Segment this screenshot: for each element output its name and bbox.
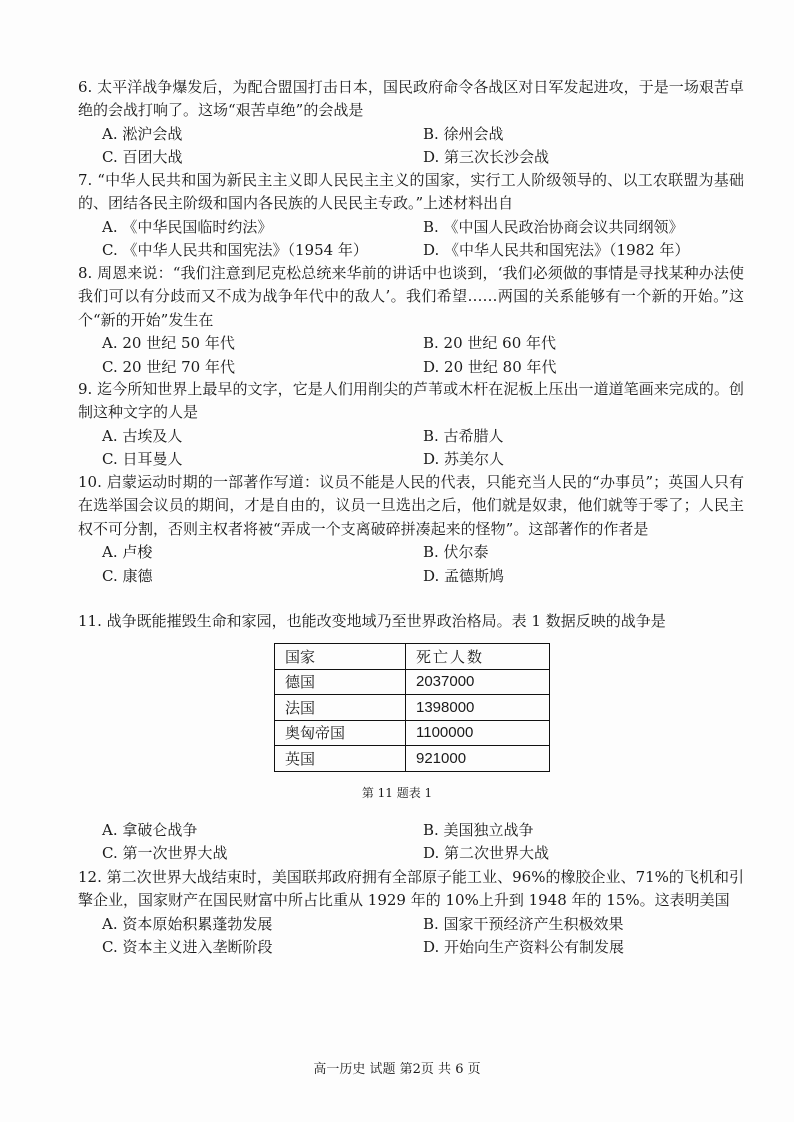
option-d: D. 20 世纪 80 年代 <box>423 357 557 376</box>
question-stem: 7. “中华人民共和国为新民主主义即人民民主主义的国家，实行工人阶级领导的、以工农联盟为基础的、团结各民主阶级和国内各民族的人民民主专政。”上述材料出自 <box>78 171 744 213</box>
option-a: A. 《中华民国临时约法》 <box>102 217 273 236</box>
option-b: B. 《中国人民政治协商会议共同纲领》 <box>423 217 684 236</box>
options <box>102 541 744 588</box>
option-a: A. 拿破仑战争 <box>102 821 198 839</box>
question-stem: 12. 第二次世界大战结束时，美国联邦政府拥有全部原子能工业、96%的橡胶企业、71%的飞机和引擎企业，国家财产在国民财富中所占比重从 1929 年的 10%上升到 1948 年的 15%。这表明美国 <box>78 868 744 910</box>
option-d: D. 第二次世界大战 <box>423 844 550 863</box>
question-stem: 8. 周恩来说：“我们注意到尼克松总统来华前的讲话中也谈到，‘我们必须做的事情是寻找某种办法使我们可以有分歧而又不成为战争年代中的敌人’。我们希望……两国的关系能够有一个新的开始。”这个“新的开始”发生在 <box>78 264 744 329</box>
option-a: A. 20 世纪 50 年代 <box>102 334 235 353</box>
question-9 <box>78 378 744 472</box>
option-d: D. 孟德斯鸠 <box>423 566 505 585</box>
option-d: D. 《中华人民共和国宪法》（1982 年） <box>423 241 690 260</box>
cell-deaths: 1398000 <box>406 695 550 721</box>
options <box>102 425 744 472</box>
question-11-options <box>78 819 744 866</box>
option-c: C. 第一次世界大战 <box>102 844 228 863</box>
table-row <box>275 695 550 721</box>
header-country: 国家 <box>275 644 406 670</box>
option-d: D. 第三次长沙会战 <box>423 148 550 167</box>
option-a: A. 淞沪会战 <box>102 124 183 143</box>
cell-country: 英国 <box>275 746 406 772</box>
option-c: C. 康德 <box>102 566 153 585</box>
cell-country: 德国 <box>275 669 406 695</box>
option-c: C. 资本主义进入垄断阶段 <box>102 938 273 957</box>
cell-deaths: 921000 <box>406 746 550 772</box>
option-b: B. 伏尔泰 <box>423 543 489 562</box>
question-11 <box>78 610 744 633</box>
table-row <box>275 720 550 746</box>
option-c: C. 日耳曼人 <box>102 450 183 469</box>
cell-country: 法国 <box>275 695 406 721</box>
option-a: A. 古埃及人 <box>102 426 183 445</box>
question-stem: 11. 战争既能摧毁生命和家园，也能改变地域乃至世界政治格局。表 1 数据反映的战争是 <box>78 612 666 630</box>
table <box>274 643 550 772</box>
option-d: D. 苏美尔人 <box>423 450 505 469</box>
options <box>102 819 744 866</box>
option-a: A. 资本原始积累蓬勃发展 <box>102 914 273 933</box>
table-row <box>275 669 550 695</box>
header-deaths: 死亡人数 <box>406 644 550 670</box>
option-b: B. 古希腊人 <box>423 426 504 445</box>
option-b: B. 美国独立战争 <box>423 821 534 839</box>
table-header-row <box>275 644 550 670</box>
question-8 <box>78 262 744 379</box>
table-row <box>275 746 550 772</box>
cell-deaths: 2037000 <box>406 669 550 695</box>
option-b: B. 国家干预经济产生积极效果 <box>423 914 624 933</box>
options <box>102 332 744 379</box>
options <box>102 913 744 960</box>
question-stem: 6. 太平洋战争爆发后，为配合盟国打击日本，国民政府命令各战区对日军发起进攻，于是一场艰苦卓绝的会战打响了。这场“艰苦卓绝”的会战是 <box>78 78 744 120</box>
death-toll-table <box>274 643 550 772</box>
question-10 <box>78 471 744 588</box>
option-b: B. 徐州会战 <box>423 124 504 143</box>
option-d: D. 开始向生产资料公有制发展 <box>423 938 625 957</box>
question-6 <box>78 76 744 170</box>
question-7 <box>78 169 744 263</box>
page-footer: 高一历史 试题 第2页 共 6 页 <box>313 1062 481 1077</box>
options <box>102 216 744 263</box>
question-12 <box>78 866 744 960</box>
option-c: C. 20 世纪 70 年代 <box>102 357 235 376</box>
cell-deaths: 1100000 <box>406 720 550 746</box>
table-caption: 第 11 题表 1 <box>361 786 433 800</box>
option-c: C. 百团大战 <box>102 148 183 167</box>
cell-country: 奥匈帝国 <box>275 720 406 746</box>
options <box>102 123 744 170</box>
option-b: B. 20 世纪 60 年代 <box>423 334 557 353</box>
option-a: A. 卢梭 <box>102 543 153 562</box>
question-stem: 9. 迄今所知世界上最早的文字，它是人们用削尖的芦苇或木杆在泥板上压出一道道笔画来完成的。创制这种文字的人是 <box>78 380 744 422</box>
option-c: C. 《中华人民共和国宪法》（1954 年） <box>102 241 368 260</box>
question-stem: 10. 启蒙运动时期的一部著作写道：议员不能是人民的代表，只能充当人民的“办事员”；英国人只有在选举国会议员的期间，才是自由的，议员一旦选出之后，他们就是奴隶，他们就等于零了；人民主权不可分割，否则主权者将被“弄成一个支离破碎拼凑起来的怪物”。这部著作的作者是 <box>78 473 744 538</box>
